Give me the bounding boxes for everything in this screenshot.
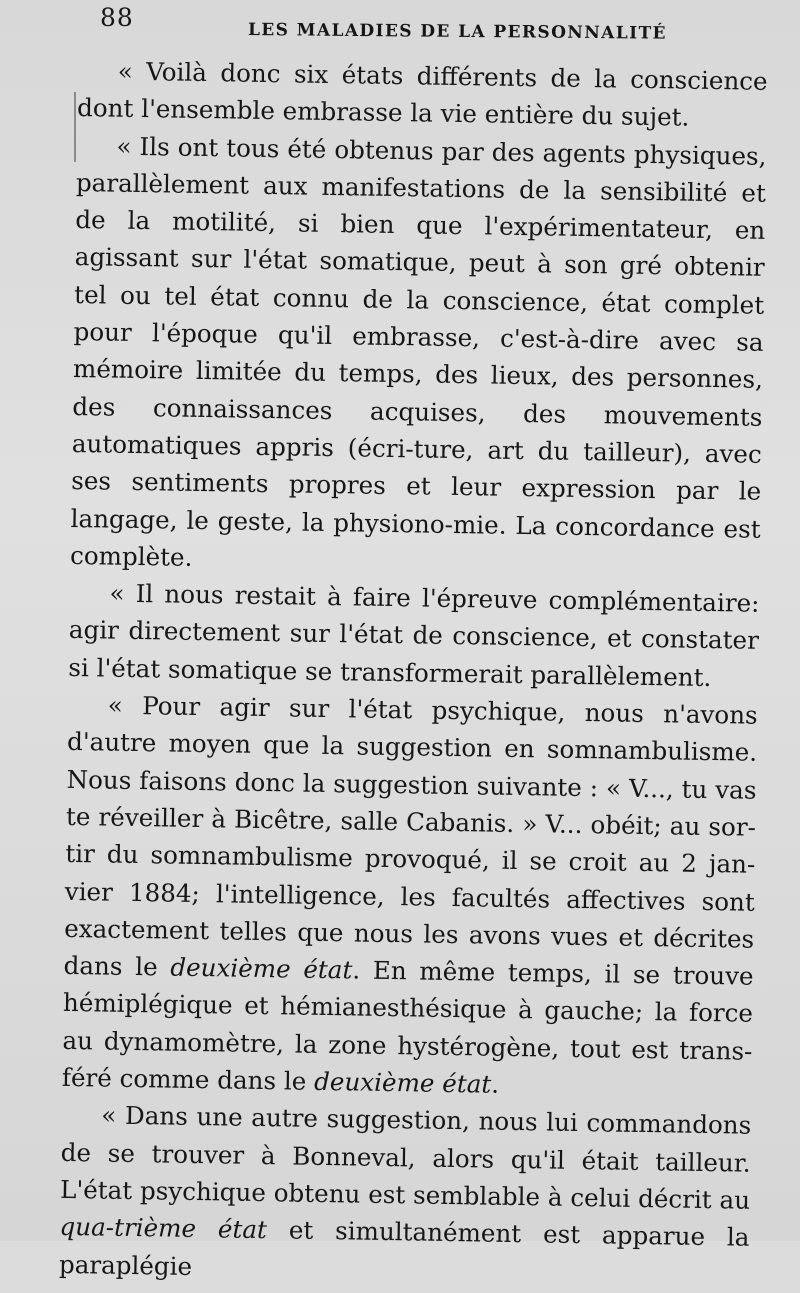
italic-term: deuxième état	[170, 952, 353, 985]
paragraph-4	[62, 686, 758, 1107]
page-number: 88	[100, 3, 134, 32]
italic-term: qua-trième état	[59, 1212, 268, 1245]
paragraph-1	[77, 52, 768, 137]
paragraph-text: « Voilà donc six états différents de la conscience dont l'ensemble embrasse la vie entière du sujet.	[76, 56, 768, 132]
paragraph-3	[68, 574, 760, 697]
paragraph-text: « Dans une autre suggestion, nous lui commandons de se trouver à Bonneval, alors qu'il était tailleur. L'état psychique obtenu est semblable à celui décrit au	[59, 1100, 752, 1215]
running-header	[62, 0, 760, 50]
paragraph-text: « Il nous restait à faire l'épreuve complémentaire: agir directement sur l'état de conscience, et constater si l'état somatique se transformerait parallèlement.	[68, 578, 760, 692]
paragraph-text: « Pour agir sur l'état psychique, nous n'avons d'autre moyen que la suggestion en somnambulisme. Nous faisons donc la suggestion suivante : « V..., tu vas te réveiller à Bicêtre, salle Cabanis. » V... obéit; au sor-tir du somnambulisme provoqué, il se croit au 2 jan-vier 1884; l'intelligence, les facultés affectives sont exactement telles que nous les avons vues et décrites dans le	[63, 690, 758, 982]
paragraph-text: . En même temps, il se trouve hémiplégique et hémianesthésique à gauche; la force au dynamomètre, la zone hystérogène, tout est trans-féré comme dans le	[61, 955, 754, 1096]
paragraph-text: « Ils ont tous été obtenus par des agents physiques, parallèlement aux manifestations de la sensibilité et de la motilité, si bien que l'expérimentateur, en agissant sur l'état somatique, peut à son gré obtenir tel ou tel état connu de la conscience, état complet pour l'époque qu'il embrasse, c'est-à-dire avec sa mémoire limitée du temps, des lieux, des personnes, des connaissances acquises, des mouvements automatiques appris (écri-ture, art du tailleur), avec ses sentiments propres et leur expression par le langage, le geste, la physiono-mie. La concordance est complète.	[69, 131, 767, 572]
running-title: LES MALADIES DE LA PERSONNALITÉ	[247, 20, 667, 44]
body-text	[59, 52, 768, 1293]
paragraph-text: .	[491, 1069, 500, 1099]
paragraph-2	[70, 127, 767, 585]
italic-term: deuxième état	[313, 1066, 492, 1099]
paragraph-5	[59, 1096, 752, 1293]
paragraph-text: et simultanément est apparue la paraplégie	[58, 1215, 750, 1281]
